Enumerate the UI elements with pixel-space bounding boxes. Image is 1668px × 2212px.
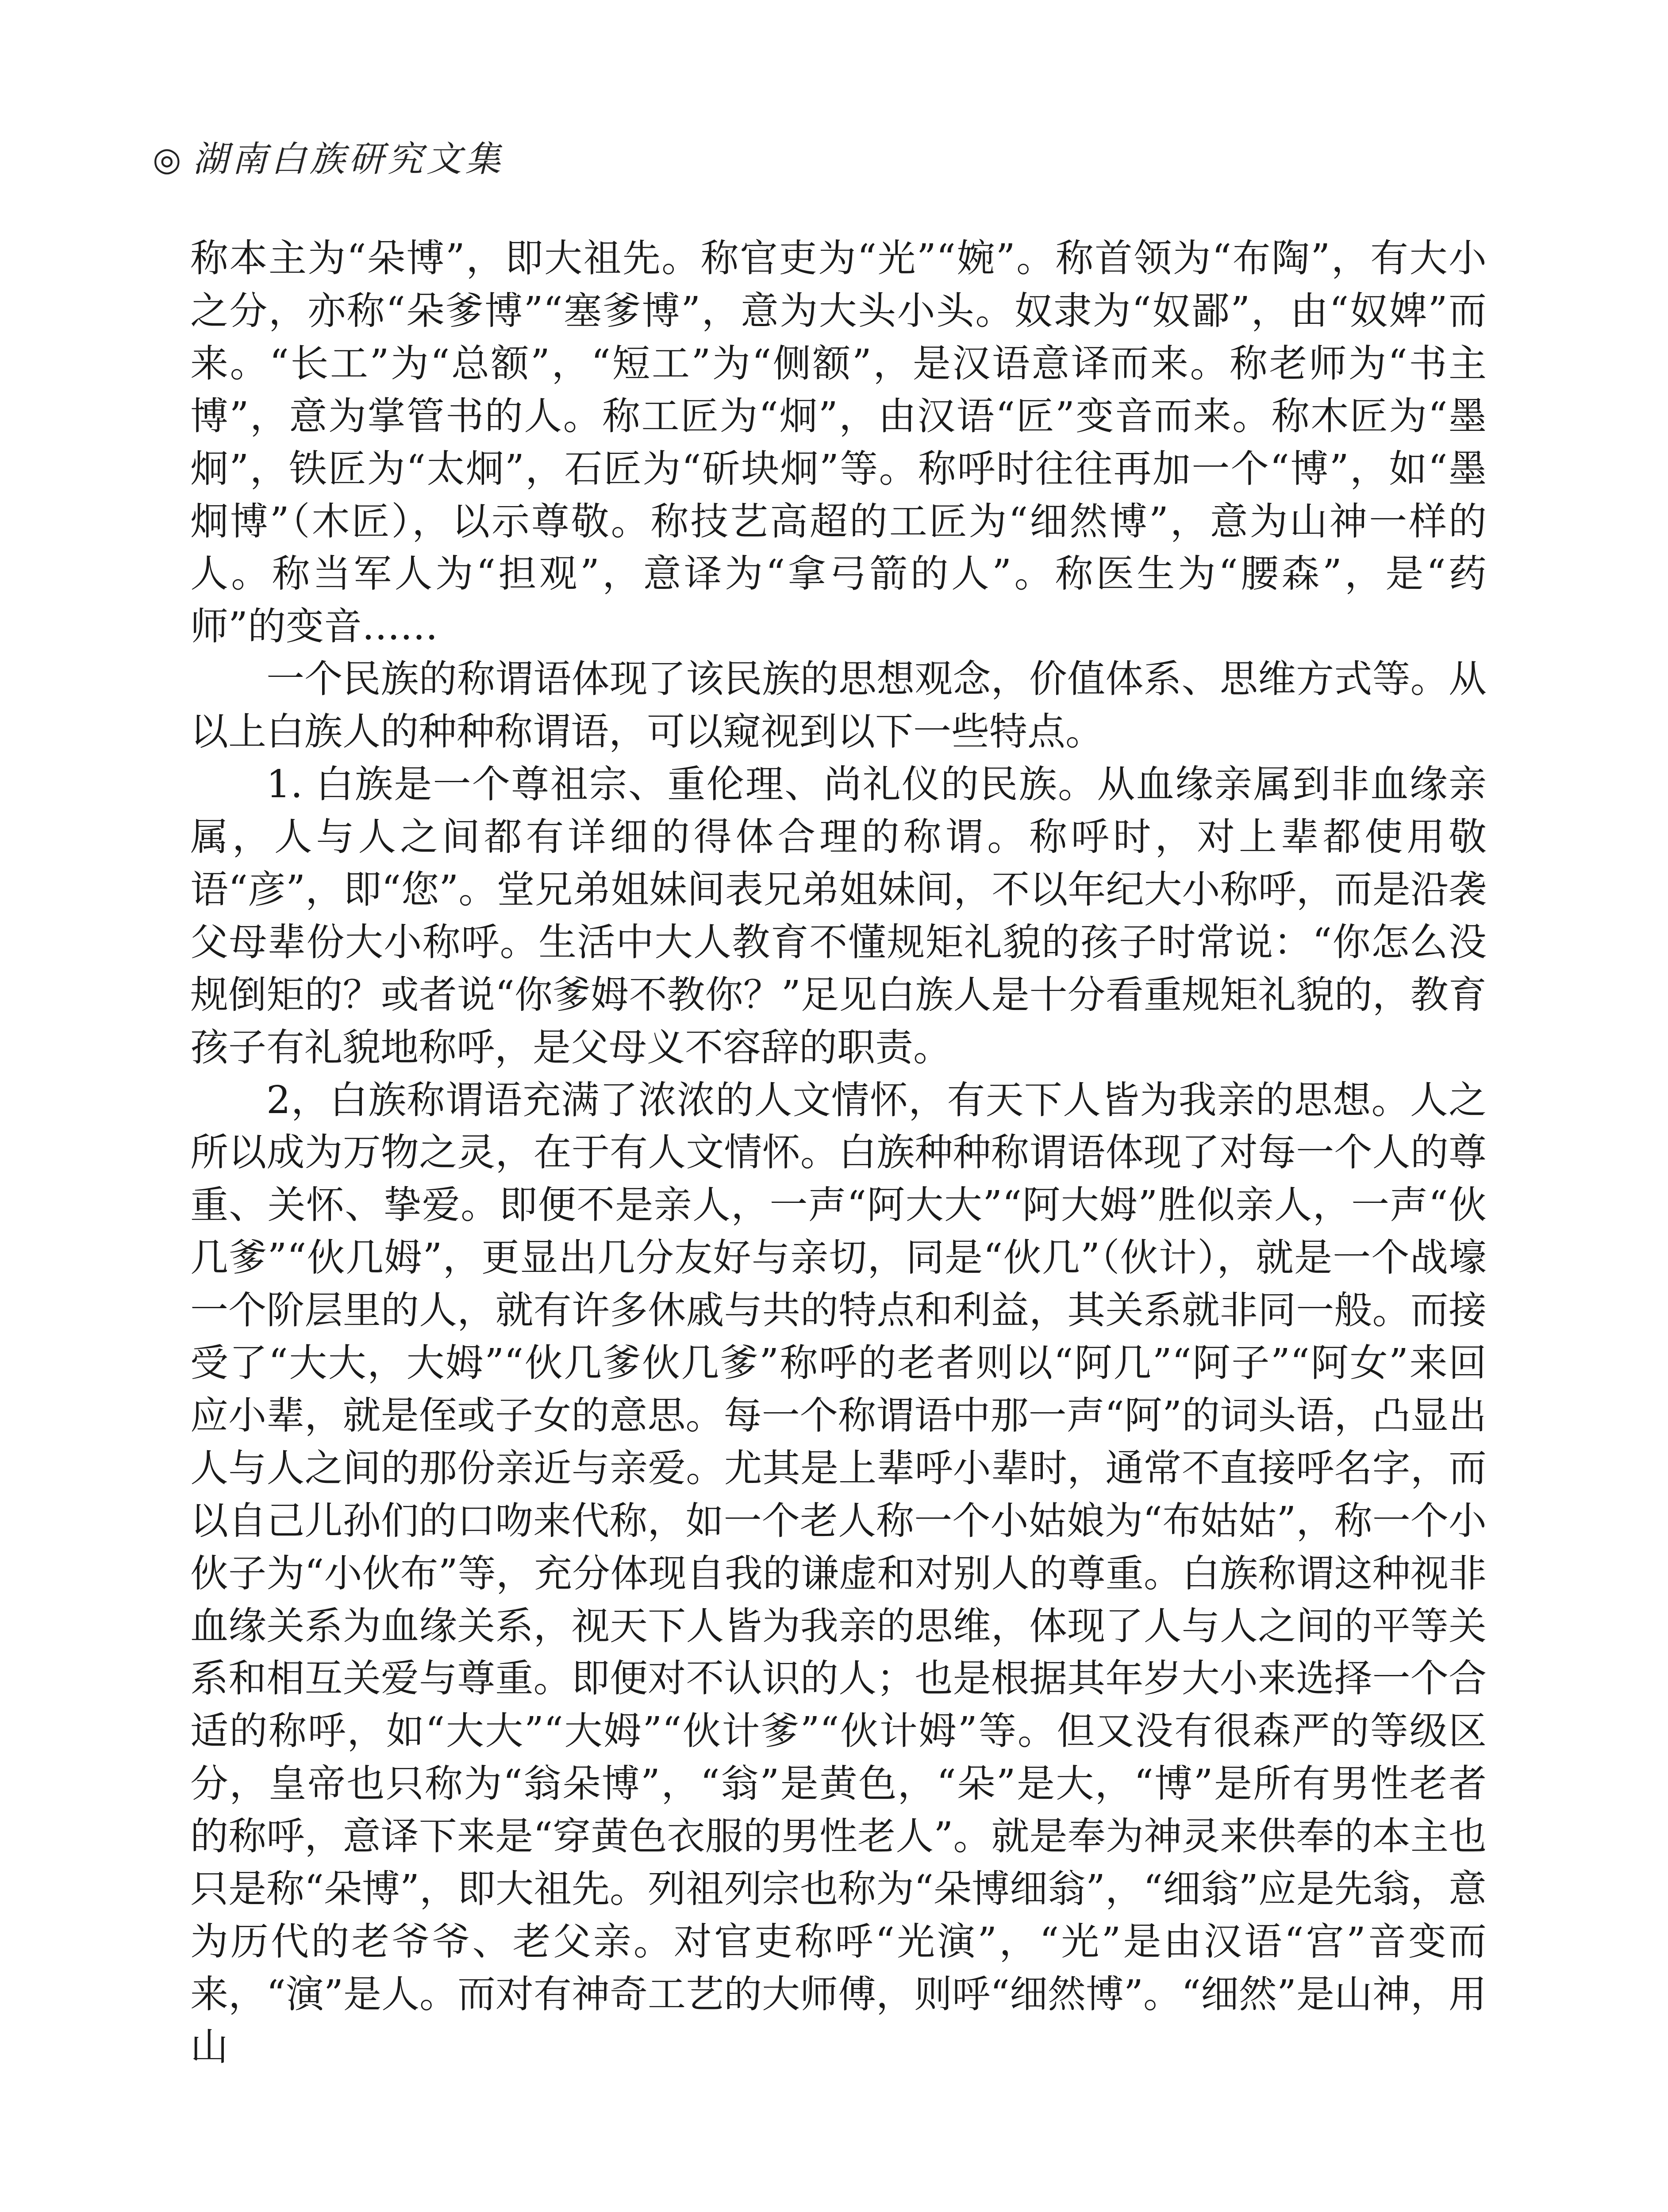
series-logo-icon: ◎ [153,140,181,178]
paragraph-continued: 称本主为“朵博”，即大祖先。称官吏为“光”“婉”。称首领为“布陶”，有大小之分，亦称“朵爹博”“塞爹博”，意为大头小头。奴隶为“奴鄙”，由“奴婢”而来。“长工”为“总额”，“短工”为“侧额”，是汉语意译而来。称老师为“书主博”，意为掌管书的人。称工匠为“炯”，由汉语“匠”变音而来。称木匠为“墨炯”，铁匠为“太炯”，石匠为“斫块炯”等。称呼时往往再加一个“博”，如“墨炯博”（木匠），以示尊敬。称技艺高超的工匠为“细然博”，意为山神一样的人。称当军人为“担观”，意译为“拿弓箭的人”。称医生为“腰森”，是“药师”的变音…… [190,236,1487,649]
main-text-column [190,232,1487,2074]
paragraph-intro: 一个民族的称谓语体现了该民族的思想观念，价值体系、思维方式等。从以上白族人的种种称谓语，可以窥视到以下一些特点。 [190,657,1487,754]
series-title: 湖南白族研究文集 [192,138,504,180]
page-number [167,2210,280,2212]
paragraph-point-1: 1. 白族是一个尊祖宗、重伦理、尚礼仪的民族。从血缘亲属到非血缘亲属，人与人之间都有详细的得体合理的称谓。称呼时，对上辈都使用敬语“彦”，即“您”。堂兄弟姐妹间表兄弟姐妹间，不以年纪大小称呼，而是沿袭父母辈份大小称呼。生活中大人教育不懂规矩礼貌的孩子时常说：“你怎么没规倒矩的？或者说“你爹姆不教你？”足见白族人是十分看重规矩礼貌的，教育孩子有礼貌地称呼，是父母义不容辞的职责。 [190,762,1487,1070]
running-header [153,133,504,186]
paragraph-point-2: 2，白族称谓语充满了浓浓的人文情怀，有天下人皆为我亲的思想。人之所以成为万物之灵，在于有人文情怀。白族种种称谓语体现了对每一个人的尊重、关怀、挚爱。即便不是亲人，一声“阿大大”“阿大姆”胜似亲人，一声“伙几爹”“伙几姆”，更显出几分友好与亲切，同是“伙几”（伙计），就是一个战壕一个阶层里的人，就有许多休戚与共的特点和利益，其关系就非同一般。而接受了“大大，大姆”“伙几爹伙几爹”称呼的老者则以“阿几”“阿子”“阿女”来回应小辈，就是侄或子女的意思。每一个称谓语中那一声“阿”的词头语，凸显出人与人之间的那份亲近与亲爱。尤其是上辈呼小辈时，通常不直接呼名字，而以自己儿孙们的口吻来代称，如一个老人称一个小姑娘为“布姑姑”，称一个小伙子为“小伙布”等，充分体现自我的谦虚和对别人的尊重。白族称谓这种视非血缘关系为血缘关系，视天下人皆为我亲的思维，体现了人与人之间的平等关系和相互关爱与尊重。即便对不认识的人；也是根据其年岁大小来选择一个合适的称呼，如“大大”“大姆”“伙计爹”“伙计姆”等。但又没有很森严的等级区分，皇帝也只称为“翁朵博”，“翁”是黄色，“朵”是大，“博”是所有男性老者的称呼，意译下来是“穿黄色衣服的男性老人”。就是奉为神灵来供奉的本主也只是称“朵博”，即大祖先。列祖列宗也称为“朵博细翁”，“细翁”应是先翁，意为历代的老爷爷、老父亲。对官吏称呼“光演”，“光”是由汉语“宫”音变而来，“演”是人。而对有神奇工艺的大师傅，则呼“细然博”。“细然”是山神，用山 [190,1078,1487,2069]
